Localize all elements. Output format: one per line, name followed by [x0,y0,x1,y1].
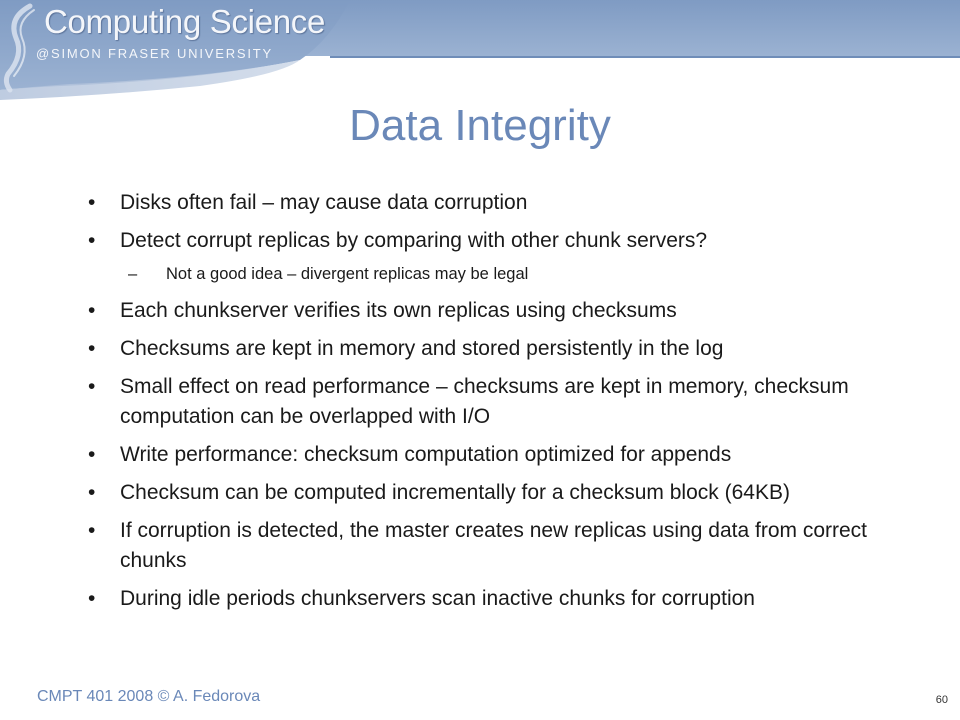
bullet-text: During idle periods chunkservers scan inactive chunks for corruption [120,587,755,610]
sub-list-item [88,262,908,286]
brand-subtitle: @SIMON FRASER UNIVERSITY [36,46,273,61]
bullet-marker: • [88,337,96,360]
list-item [88,372,908,432]
bullet-text: Small effect on read performance – checksums are kept in memory, checksum computation can be overlapped with I/O [120,375,849,428]
list-item [88,516,908,576]
brand-title: Computing Science [44,3,326,40]
bullet-marker: • [88,229,96,252]
bullet-marker: • [88,443,96,466]
bullet-text: Detect corrupt replicas by comparing with other chunk servers? [120,229,708,252]
bullet-marker: • [88,375,96,398]
list-item [88,584,908,614]
sub-bullet-marker: – [128,265,138,283]
sub-bullet-text: Not a good idea – divergent replicas may be legal [166,265,529,283]
list-item [88,478,908,508]
list-item [88,188,908,218]
slide-title: Data Integrity [349,101,611,150]
bullet-text: Disks often fail – may cause data corruption [120,191,528,214]
bullet-marker: • [88,191,96,214]
bullet-marker: • [88,519,96,542]
bullet-text: Checksum can be computed incrementally for a checksum block (64KB) [120,481,790,504]
bullet-marker: • [88,587,96,610]
bullet-marker: • [88,299,96,322]
page-number: 60 [935,694,948,706]
header-banner [0,0,960,100]
bullet-list [88,188,908,622]
bullet-text: Checksums are kept in memory and stored persistently in the log [120,337,724,360]
bullet-text: If corruption is detected, the master creates new replicas using data from correct chunks [120,519,868,572]
list-item [88,440,908,470]
list-item [88,226,908,256]
footer-course: CMPT 401 2008 © A. Fedorova [37,688,261,705]
bullet-text: Write performance: checksum computation optimized for appends [120,443,732,466]
list-item [88,296,908,326]
list-item [88,334,908,364]
bullet-marker: • [88,481,96,504]
bullet-text: Each chunkserver verifies its own replicas using checksums [120,299,677,322]
